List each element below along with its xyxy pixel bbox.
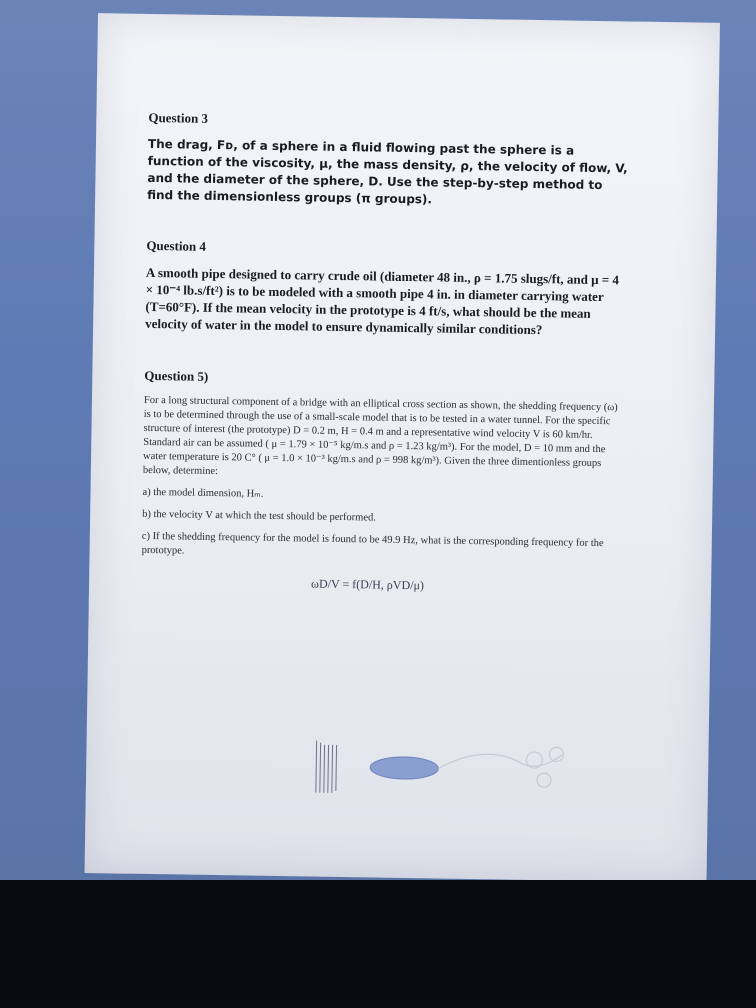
document-content (141, 110, 629, 611)
flow-hatch-lines (316, 741, 337, 793)
dimensionless-groups-formula: ωD/V = f(D/H, ρVD/μ) (310, 576, 425, 593)
question-5-text: For a long structural component of a bridge with an elliptical cross section as shown, the shedding frequency (ω) is to be determined through the use of a small-scale model that is to be tested in a water tunnel. For the specific structure of interest (the prototype) D = 0.2 m, H = 0.4 m and a representative wind velocity V is 60 km/hr. Standard air can be assumed ( μ = 1.79 × 10⁻⁵ kg/m.s and ρ = 1.23 kg/m³). For the model, D = 10 mm and the water temperature is 20 C° ( μ = 1.0 × 10⁻³ kg/m.s and ρ = 998 kg/m³). Given the three dimentionless groups below, determine: (142, 394, 618, 478)
question-4-heading: Question 4 (146, 237, 207, 254)
question-5 (141, 368, 625, 612)
question-4 (145, 238, 626, 340)
question-3 (147, 110, 628, 212)
vortex-circle (537, 773, 551, 787)
monitor-bottom-bezel (0, 880, 756, 1008)
elliptical-section-shape (370, 756, 438, 779)
vortex-trail (438, 753, 562, 771)
question-5-heading: Question 5) (144, 367, 209, 384)
elliptical-cross-section-sketch (312, 737, 573, 801)
question-5-part-b: b) the velocity V at which the test should be performed. (142, 508, 376, 524)
question-4-text: A smooth pipe designed to carry crude oil (diameter 48 in., ρ = 1.75 slugs/ft, and μ = 4 × 10⁻⁴ lb.s/ft²) is to be modeled with a smooth pipe 4 in. in diameter carrying water (T=60°F). If the mean velocity in the prototype is 4 ft/s, what should be the mean velocity of water in the model to ensure dynamically similar conditions? (145, 264, 620, 338)
question-3-heading: Question 3 (148, 109, 209, 126)
document-page (85, 13, 720, 883)
question-5-part-a: a) the model dimension, Hₘ. (142, 486, 264, 500)
question-3-text: The drag, Fᴅ, of a sphere in a fluid flowing past the sphere is a function of the viscosity, μ, the mass density, ρ, the velocity of flow, V, and the diameter of the sphere, D. Use the step-by-step method to find the dimensionless groups (π groups). (147, 136, 628, 207)
question-5-part-c: c) If the shedding frequency for the model is found to be 49.9 Hz, what is the corresponding frequency for the prototype. (141, 530, 604, 557)
